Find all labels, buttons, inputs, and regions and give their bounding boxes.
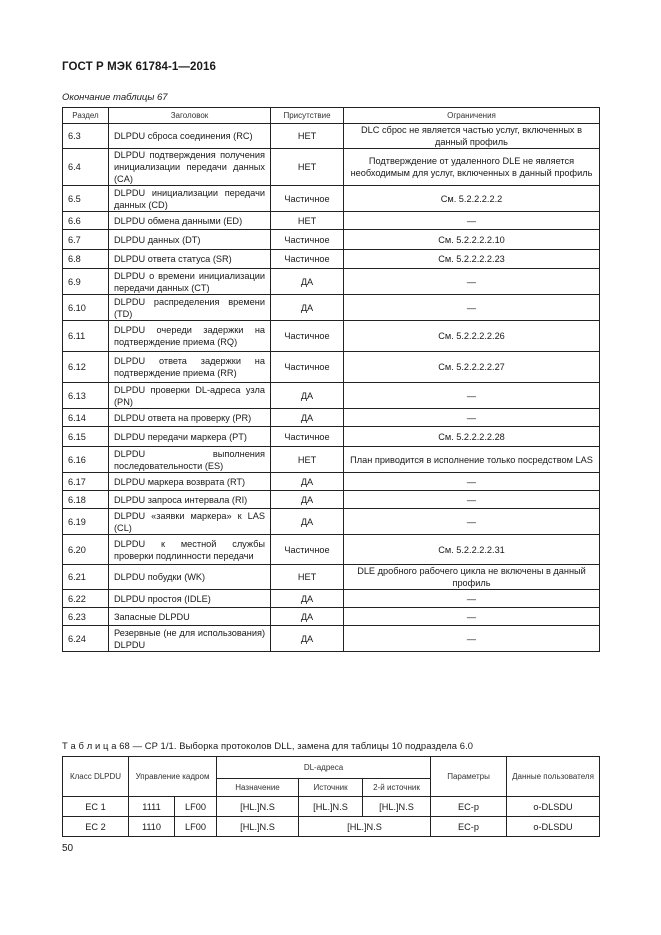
table-row <box>63 124 600 149</box>
table-row <box>63 321 600 352</box>
cell-presence: ДА <box>271 509 344 535</box>
table-row <box>63 409 600 427</box>
col-header-frame-control: Управление кадром <box>129 757 217 797</box>
cell-title: DLPDU передачи маркера (PT) <box>109 427 271 447</box>
cell-title: DLPDU к местной службы проверки подлинности передачи <box>109 535 271 565</box>
table-row <box>63 817 600 837</box>
col-header-dl-address: DL-адреса <box>217 757 431 779</box>
cell-destination: [HL.]N.S <box>217 797 299 817</box>
col-header-user-data: Данные пользователя <box>507 757 600 797</box>
col-header-presence: Присутствие <box>271 108 344 124</box>
col-header-class: Класс DLPDU <box>63 757 129 797</box>
table68-caption: Т а б л и ц а 68 — CP 1/1. Выборка протоколов DLL, замена для таблицы 10 подраздела 6.0 <box>62 740 474 751</box>
cell-limits: — <box>344 509 600 535</box>
cell-presence: ДА <box>271 383 344 409</box>
cell-source-merged: [HL.]N.S <box>299 817 431 837</box>
cell-presence: НЕТ <box>271 447 344 473</box>
cell-section: 6.24 <box>63 626 109 652</box>
cell-section: 6.6 <box>63 212 109 230</box>
document-header: ГОСТ Р МЭК 61784-1—2016 <box>62 61 216 73</box>
col-header-limits: Ограничения <box>344 108 600 124</box>
table-row <box>63 535 600 565</box>
cell-fc2: LF00 <box>175 817 217 837</box>
cell-presence: Частичное <box>271 352 344 383</box>
table-row <box>63 473 600 491</box>
cell-limits: — <box>344 212 600 230</box>
cell-source: [HL.]N.S <box>299 797 363 817</box>
cell-section: 6.11 <box>63 321 109 352</box>
table-row <box>63 797 600 817</box>
cell-presence: ДА <box>271 409 344 427</box>
cell-title: DLPDU сброса соединения (RC) <box>109 124 271 149</box>
cell-title: DLPDU выполнения последовательности (ES) <box>109 447 271 473</box>
table-row <box>63 447 600 473</box>
table67-header-row <box>63 108 600 124</box>
cell-limits: — <box>344 383 600 409</box>
cell-presence: Частичное <box>271 250 344 269</box>
cell-section: 6.4 <box>63 149 109 186</box>
table-67 <box>62 107 600 652</box>
cell-presence: Частичное <box>271 321 344 352</box>
cell-limits: План приводится в исполнение только посредством LAS <box>344 447 600 473</box>
cell-fc2: LF00 <box>175 797 217 817</box>
table-row <box>63 590 600 608</box>
cell-class: EC 1 <box>63 797 129 817</box>
cell-section: 6.12 <box>63 352 109 383</box>
cell-presence: ДА <box>271 491 344 509</box>
col-header-second-source: 2-й источник <box>363 779 431 797</box>
cell-presence: ДА <box>271 626 344 652</box>
cell-presence: ДА <box>271 473 344 491</box>
col-header-source: Источник <box>299 779 363 797</box>
cell-limits: — <box>344 608 600 626</box>
cell-section: 6.19 <box>63 509 109 535</box>
table-row <box>63 250 600 269</box>
cell-presence: НЕТ <box>271 124 344 149</box>
cell-title: DLPDU ответа на проверку (PR) <box>109 409 271 427</box>
cell-title: DLPDU инициализации передачи данных (CD) <box>109 186 271 212</box>
table-row <box>63 509 600 535</box>
cell-title: DLPDU ответа статуса (SR) <box>109 250 271 269</box>
cell-section: 6.23 <box>63 608 109 626</box>
cell-title: DLPDU простоя (IDLE) <box>109 590 271 608</box>
cell-presence: ДА <box>271 590 344 608</box>
cell-presence: НЕТ <box>271 212 344 230</box>
cell-limits: Подтверждение от удаленного DLE не является необходимым для услуг, включенных в данный профиль <box>344 149 600 186</box>
cell-presence: ДА <box>271 269 344 295</box>
col-header-destination: Назначение <box>217 779 299 797</box>
cell-user-data: o-DLSDU <box>507 817 600 837</box>
cell-section: 6.17 <box>63 473 109 491</box>
cell-limits: — <box>344 269 600 295</box>
cell-section: 6.18 <box>63 491 109 509</box>
col-header-parameters: Параметры <box>431 757 507 797</box>
col-header-section: Раздел <box>63 108 109 124</box>
cell-parameters: EC-p <box>431 797 507 817</box>
cell-limits: См. 5.2.2.2.2.26 <box>344 321 600 352</box>
table-row <box>63 352 600 383</box>
cell-limits: См. 5.2.2.2.2.10 <box>344 230 600 250</box>
cell-title: DLPDU проверки DL-адреса узла (PN) <box>109 383 271 409</box>
cell-section: 6.21 <box>63 565 109 590</box>
cell-title: DLPDU запроса интервала (RI) <box>109 491 271 509</box>
table-row <box>63 269 600 295</box>
cell-limits: DLC сброс не является частью услуг, включенных в данный профиль <box>344 124 600 149</box>
cell-section: 6.10 <box>63 295 109 321</box>
cell-presence: ДА <box>271 608 344 626</box>
cell-presence: НЕТ <box>271 149 344 186</box>
cell-limits: — <box>344 590 600 608</box>
table-row <box>63 626 600 652</box>
cell-destination: [HL.]N.S <box>217 817 299 837</box>
cell-section: 6.13 <box>63 383 109 409</box>
table-row <box>63 383 600 409</box>
table-row <box>63 427 600 447</box>
table-row <box>63 186 600 212</box>
table-row <box>63 295 600 321</box>
cell-presence: Частичное <box>271 230 344 250</box>
cell-section: 6.15 <box>63 427 109 447</box>
col-header-title: Заголовок <box>109 108 271 124</box>
cell-limits: См. 5.2.2.2.2.31 <box>344 535 600 565</box>
cell-presence: Частичное <box>271 535 344 565</box>
table-row <box>63 565 600 590</box>
cell-limits: См. 5.2.2.2.2.28 <box>344 427 600 447</box>
cell-limits: — <box>344 409 600 427</box>
cell-limits: См. 5.2.2.2.2.23 <box>344 250 600 269</box>
cell-user-data: o-DLSDU <box>507 797 600 817</box>
cell-limits: — <box>344 491 600 509</box>
table68-header-row-1 <box>63 757 600 779</box>
table-row <box>63 491 600 509</box>
cell-presence: Частичное <box>271 427 344 447</box>
cell-title: DLPDU о времени инициализации передачи данных (CT) <box>109 269 271 295</box>
cell-fc1: 1110 <box>129 817 175 837</box>
cell-section: 6.22 <box>63 590 109 608</box>
cell-fc1: 1111 <box>129 797 175 817</box>
cell-presence: ДА <box>271 295 344 321</box>
cell-title: DLPDU побудки (WK) <box>109 565 271 590</box>
cell-second-source: [HL.]N.S <box>363 797 431 817</box>
cell-presence: НЕТ <box>271 565 344 590</box>
cell-section: 6.20 <box>63 535 109 565</box>
table-row <box>63 149 600 186</box>
cell-section: 6.3 <box>63 124 109 149</box>
cell-presence: Частичное <box>271 186 344 212</box>
cell-title: DLPDU «заявки маркера» к LAS (CL) <box>109 509 271 535</box>
cell-title: DLPDU подтверждения получения инициализации передачи данных (CA) <box>109 149 271 186</box>
cell-title: DLPDU маркера возврата (RT) <box>109 473 271 491</box>
table-row <box>63 212 600 230</box>
cell-limits: См. 5.2.2.2.2.2 <box>344 186 600 212</box>
table-row <box>63 230 600 250</box>
cell-section: 6.14 <box>63 409 109 427</box>
cell-class: EC 2 <box>63 817 129 837</box>
table-68 <box>62 756 600 837</box>
cell-section: 6.9 <box>63 269 109 295</box>
cell-limits: — <box>344 626 600 652</box>
cell-section: 6.8 <box>63 250 109 269</box>
cell-limits: — <box>344 295 600 321</box>
page-number: 50 <box>62 843 74 854</box>
cell-limits: DLE дробного рабочего цикла не включены в данный профиль <box>344 565 600 590</box>
cell-limits: См. 5.2.2.2.2.27 <box>344 352 600 383</box>
cell-title: DLPDU распределения времени (TD) <box>109 295 271 321</box>
cell-section: 6.7 <box>63 230 109 250</box>
cell-title: DLPDU очереди задержки на подтверждение приема (RQ) <box>109 321 271 352</box>
cell-parameters: EC-p <box>431 817 507 837</box>
cell-title: DLPDU данных (DT) <box>109 230 271 250</box>
table-row <box>63 608 600 626</box>
cell-section: 6.16 <box>63 447 109 473</box>
cell-section: 6.5 <box>63 186 109 212</box>
cell-title: DLPDU ответа задержки на подтверждение приема (RR) <box>109 352 271 383</box>
cell-title: DLPDU обмена данными (ED) <box>109 212 271 230</box>
cell-limits: — <box>344 473 600 491</box>
table67-caption: Окончание таблицы 67 <box>62 92 168 103</box>
cell-title: Резервные (не для использования) DLPDU <box>109 626 271 652</box>
cell-title: Запасные DLPDU <box>109 608 271 626</box>
